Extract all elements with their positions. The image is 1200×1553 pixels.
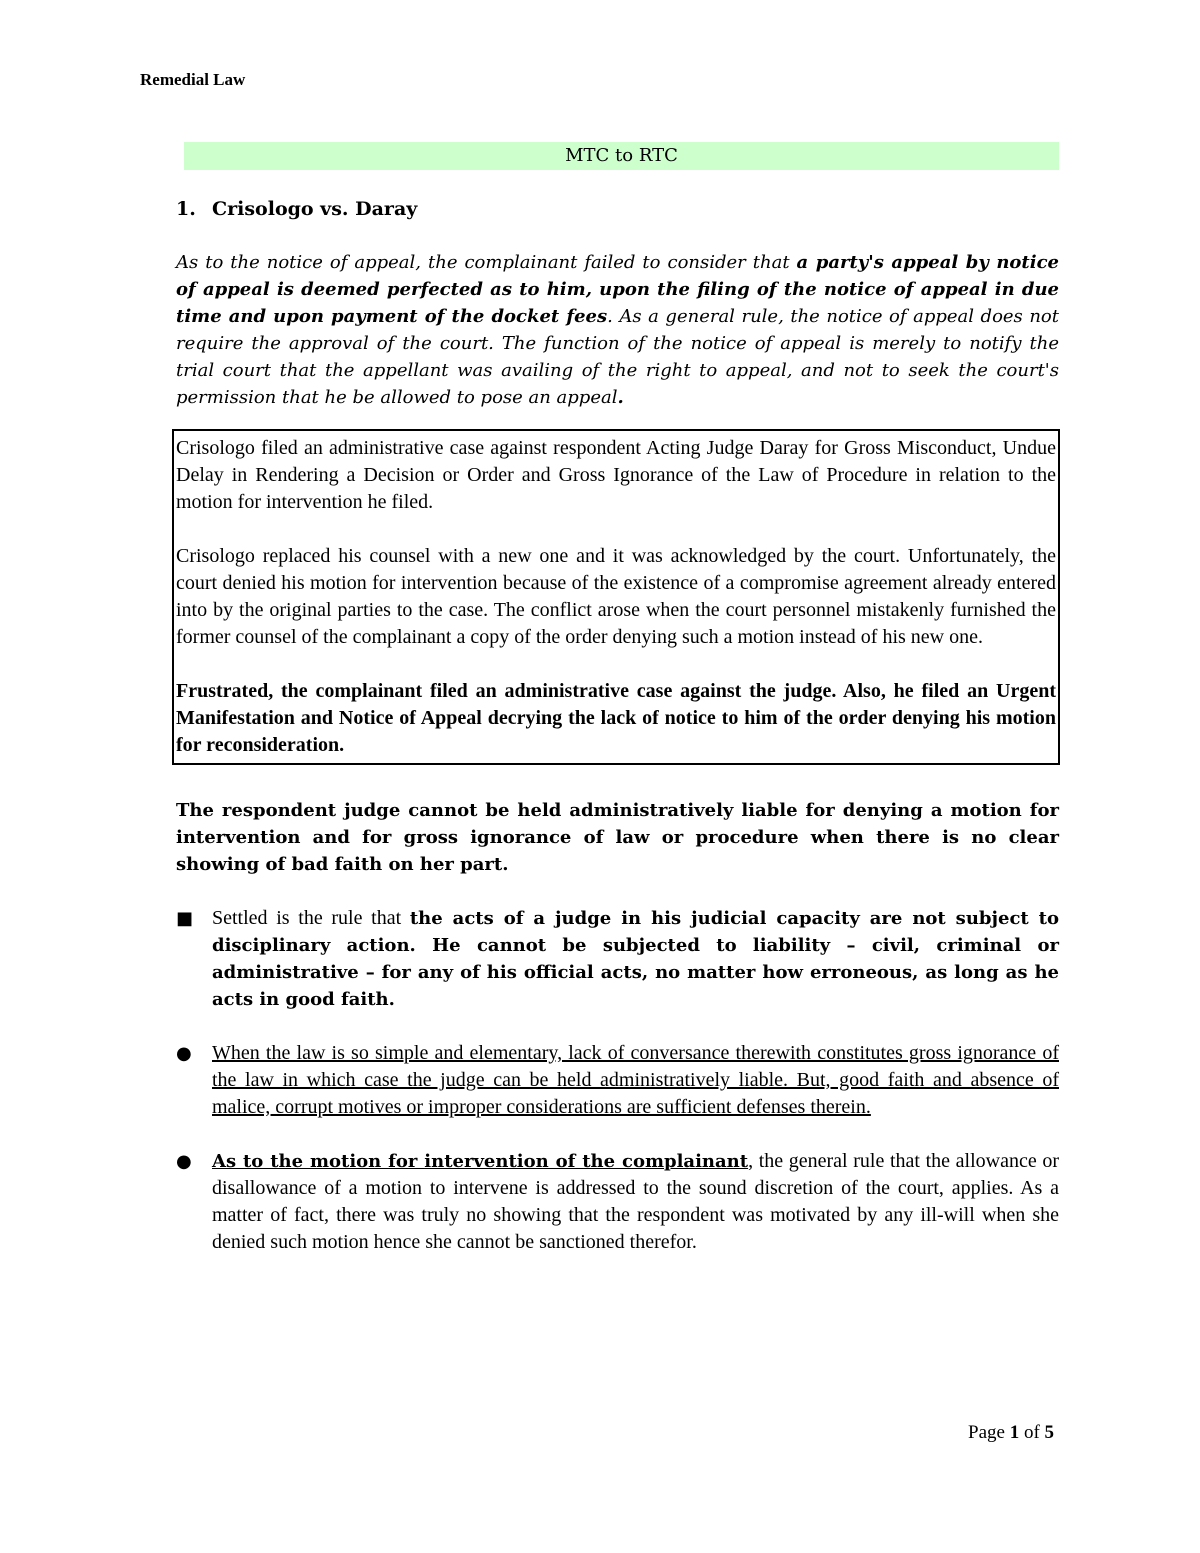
- page-current: 1: [1009, 1422, 1020, 1443]
- bullet-1-bold: the acts of a judge in his judicial capacity are not subject to disciplinary action. He cannot be subjected to liability – civil, criminal or administrative – for any of his official acts, no matter how erroneous, as long as he acts in good faith.: [212, 908, 1060, 1010]
- doctrine-bold: a party's appeal by notice of appeal is deemed perfected as to him, upon the filing of the notice of appeal in due time and upon payment of the docket fees: [176, 252, 1059, 327]
- bullet-icon: ■: [176, 908, 194, 929]
- page-label: Page: [968, 1422, 1010, 1443]
- facts-box: [172, 429, 1060, 765]
- bullet-icon: ●: [176, 1043, 192, 1064]
- page-of: of: [1019, 1422, 1045, 1443]
- facts-paragraph-3: Frustrated, the complainant filed an administrative case against the judge. Also, he filed an Urgent Manifestation and Notice of Appeal decrying the lack of notice to him of the order denying his motion for reconsideration.: [176, 680, 1056, 756]
- bullet-2-text: When the law is so simple and elementary, lack of conversance therewith constitutes gross ignorance of the law in which case the judge can be held administratively liable. But, good faith and absence of malice, corrupt motives or improper considerations are sufficient defenses therein.: [212, 1042, 1059, 1118]
- page-number: [968, 1422, 1054, 1444]
- bullet-1-lead: Settled is the rule that: [212, 907, 410, 929]
- doctrine-lead: As to the notice of appeal, the complainant failed to consider that: [176, 252, 797, 273]
- bullet-item-2: [176, 1040, 1059, 1121]
- bullet-icon: ●: [176, 1151, 192, 1172]
- section-banner: MTC to RTC: [184, 142, 1059, 170]
- doctrine-paragraph: [176, 249, 1059, 411]
- bullet-item-1: [176, 905, 1059, 1013]
- holding-paragraph: The respondent judge cannot be held administratively liable for denying a motion for intervention and for gross ignorance of law or procedure when there is no clear showing of bad faith on her part.: [176, 800, 1059, 875]
- facts-paragraph-1: Crisologo filed an administrative case against respondent Acting Judge Daray for Gross Misconduct, Undue Delay in Rendering a Decision or Order and Gross Ignorance of the Law of Procedure in relation to the motion for intervention he filed.: [176, 437, 1056, 513]
- case-heading: [176, 196, 1059, 223]
- doctrine-end: .: [617, 387, 624, 408]
- page-content: [176, 142, 1059, 1283]
- page-total: 5: [1044, 1422, 1055, 1443]
- doctrine-tail: . As a general rule, the notice of appeal does not require the approval of the court. The function of the notice of appeal is merely to notify the trial court that the appellant was availing of the right to appeal, and not to seek the court's permission that he be allowed to pose an appeal: [176, 306, 1059, 408]
- bullet-3-tail: , the general rule that the allowance or disallowance of a motion to intervene is addressed to the sound discretion of the court, applies. As a matter of fact, there was truly no showing that the respondent was motivated by any ill-will when she denied such motion hence she cannot be sanctioned therefor.: [212, 1150, 1059, 1253]
- running-header: Remedial Law: [140, 70, 246, 89]
- ruling-bullet-list: [176, 905, 1059, 1256]
- bullet-item-3: [176, 1148, 1059, 1256]
- case-number: 1.: [176, 198, 196, 220]
- case-title: Crisologo vs. Daray: [212, 198, 418, 220]
- bullet-3-bold: As to the motion for intervention of the complainant: [212, 1151, 749, 1172]
- facts-paragraph-2: Crisologo replaced his counsel with a new one and it was acknowledged by the court. Unfortunately, the court denied his motion for intervention because of the existence of a compromise agreement already entered into by the original parties to the case. The conflict arose when the court personnel mistakenly furnished the former counsel of the complainant a copy of the order denying such a motion instead of his new one.: [176, 545, 1056, 648]
